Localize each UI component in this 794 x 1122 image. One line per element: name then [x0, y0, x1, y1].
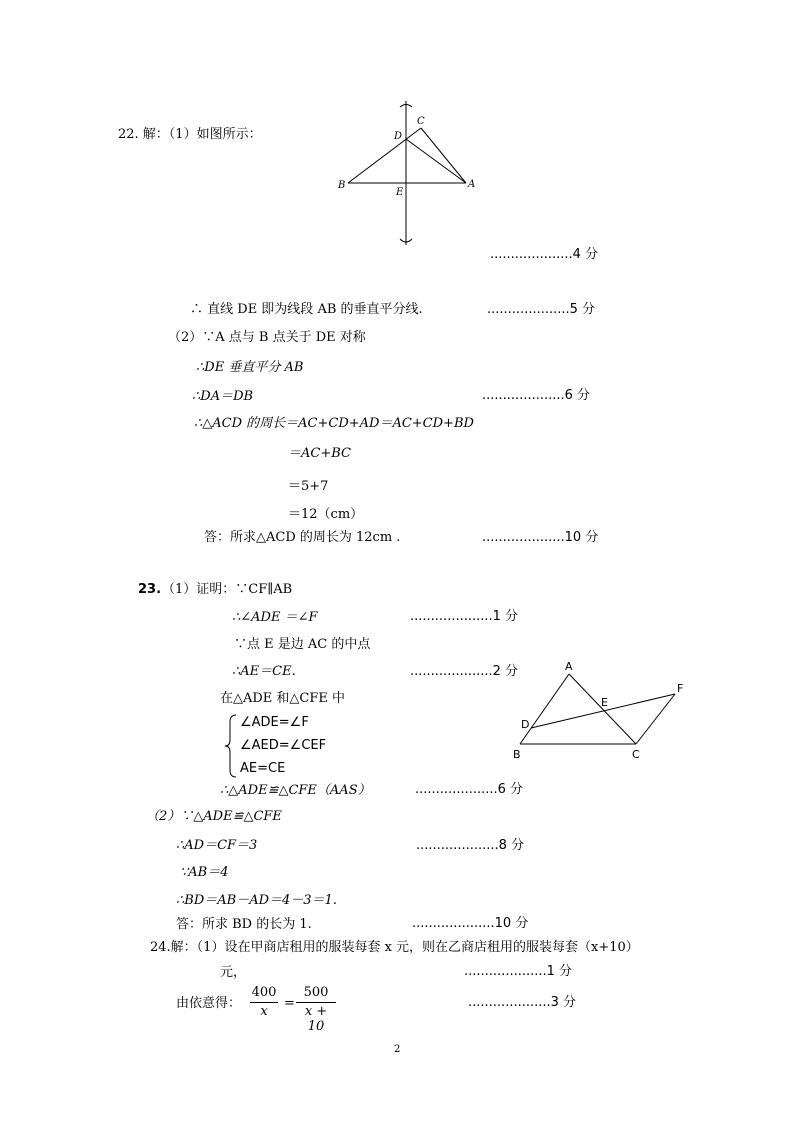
- label-c: C: [417, 116, 425, 127]
- q22-score-6: ....................6 分: [482, 388, 591, 403]
- q22-score-5: ....................5 分: [487, 302, 596, 317]
- q23-line6: （2）∵△ADE≌△CFE: [146, 809, 282, 824]
- label-d: D: [521, 718, 530, 731]
- q22-figure: [330, 95, 490, 255]
- q23-line8: ∵AB＝4: [180, 865, 229, 880]
- q23-brace-line1: ∠ADE=∠F: [240, 715, 309, 730]
- label-b: B: [513, 748, 521, 761]
- q23-line9: ∴BD＝AB－AD＝4－3＝1.: [176, 893, 337, 908]
- fraction-2-denominator: x + 10: [304, 1003, 328, 1035]
- q22-answer: 答：所求△ACD 的周长为 12cm .: [204, 530, 401, 545]
- label-f: F: [677, 682, 684, 695]
- segment-ab: [520, 674, 569, 744]
- q22-line4: ∴DA＝DB: [192, 389, 254, 404]
- q23-line2: ∵点 E 是边 AC 的中点: [234, 637, 371, 652]
- label-d: D: [394, 131, 403, 142]
- q23-line5: ∴△ADE≌△CFE（AAS）: [220, 783, 371, 798]
- q22-line8: ＝12（cm）: [288, 507, 364, 522]
- q23-score-6: ....................6 分: [415, 782, 524, 797]
- q24-equals: =: [284, 996, 295, 1011]
- q23-line3: ∴AE＝CE.: [232, 664, 296, 679]
- q23-score-10: ....................10 分: [412, 916, 529, 931]
- q22-line7: ＝5+7: [288, 479, 329, 494]
- label-b: B: [338, 180, 346, 191]
- q23-score-2: ....................2 分: [410, 664, 519, 679]
- segment-ac: [569, 674, 636, 744]
- q24-line1: 24.解：（1）设在甲商店租用的服装每套 x 元，则在乙商店租用的服装每套（x+10）: [150, 940, 639, 955]
- q22-line3: ∴DE 垂直平分 AB: [196, 360, 304, 375]
- q22-header: 22. 解：（1）如图所示：: [118, 127, 262, 142]
- q22-score-10: ....................10 分: [482, 530, 599, 545]
- q23-answer: 答：所求 BD 的长为 1.: [176, 917, 312, 932]
- q24-fraction-1: [250, 985, 278, 1019]
- label-e: E: [601, 696, 608, 709]
- q23-header: （1）证明：∵CF∥AB: [162, 582, 293, 597]
- q24-fraction-2: [296, 985, 336, 1035]
- q24-line2: 元，: [220, 965, 247, 980]
- fraction-2-numerator: 500: [303, 985, 329, 1000]
- label-a: A: [565, 660, 573, 673]
- q23-number: 23.: [138, 582, 162, 597]
- q22-line2: （2）∵A 点与 B 点关于 DE 对称: [168, 330, 366, 345]
- q23-brace-line3: AE=CE: [240, 761, 286, 776]
- q23-score-8: ....................8 分: [416, 838, 525, 853]
- q24-line3: 由依意得：: [176, 996, 242, 1011]
- q23-figure: [505, 658, 695, 768]
- q22-line5: ∴△ACD 的周长＝AC+CD+AD＝AC+CD+BD: [194, 416, 474, 431]
- q23-brace-line2: ∠AED=∠CEF: [240, 738, 327, 753]
- page-number: 2: [394, 1044, 401, 1055]
- q23-line4: 在△ADE 和△CFE 中: [220, 691, 346, 706]
- q24-score-3: ....................3 分: [468, 995, 577, 1010]
- q23-line7: ∴AD＝CF＝3: [176, 838, 258, 853]
- label-e: E: [396, 187, 404, 198]
- q23-score-1: ....................1 分: [410, 609, 519, 624]
- q23-line1: ∴∠ADE ＝∠F: [232, 610, 318, 625]
- label-c: C: [632, 748, 640, 761]
- q22-score-4: ....................4 分: [490, 247, 599, 262]
- label-a: A: [468, 179, 476, 190]
- fraction-1-denominator: x: [260, 1003, 268, 1019]
- fraction-1-numerator: 400: [251, 985, 277, 1000]
- q22-line6: ＝AC+BC: [288, 446, 351, 461]
- q24-score-1: ....................1 分: [464, 964, 573, 979]
- segment-bc: [348, 128, 421, 183]
- q22-line1: ∴ 直线 DE 即为线段 AB 的垂直平分线.: [190, 302, 423, 317]
- q23-brace: [224, 714, 238, 778]
